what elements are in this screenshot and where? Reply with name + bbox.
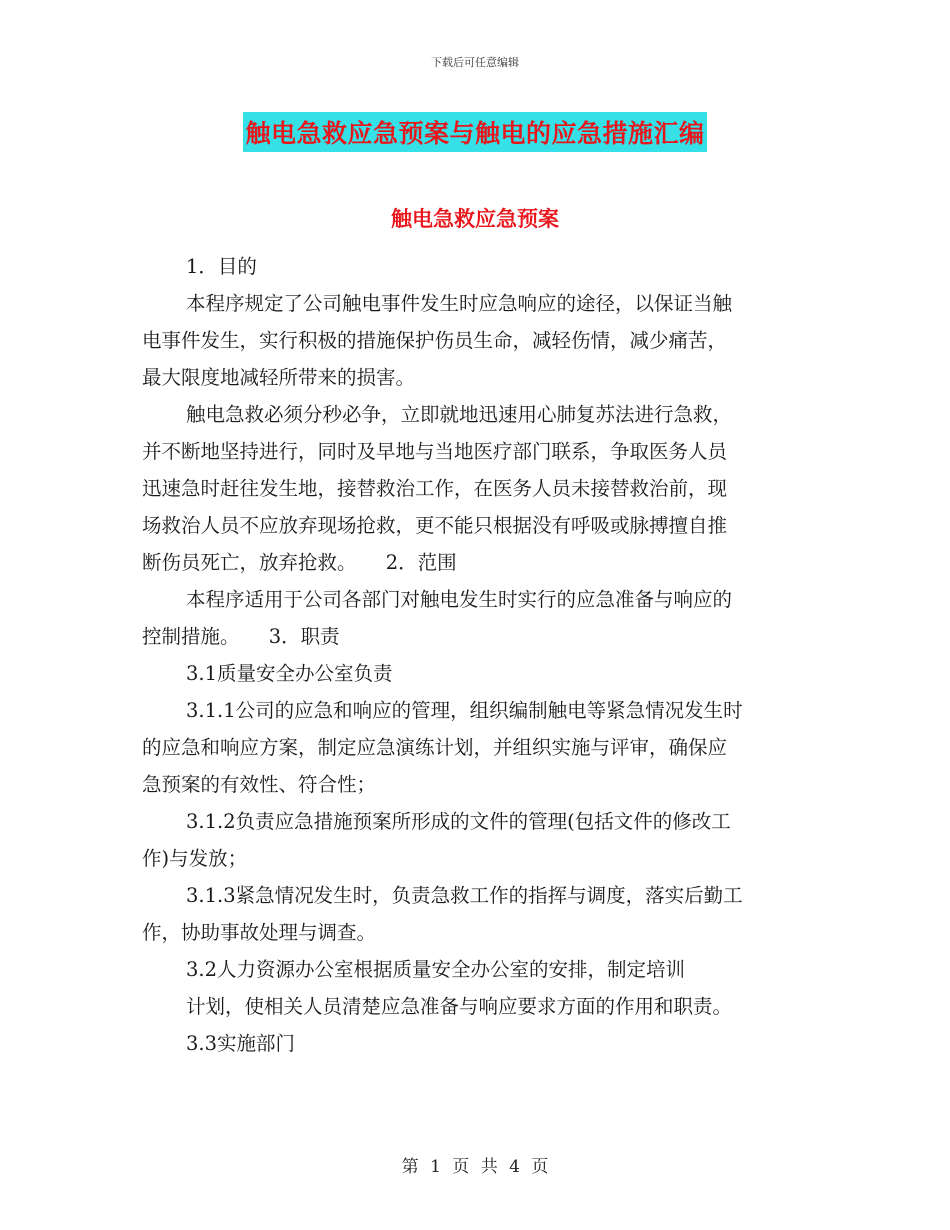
page-header: 下载后可任意编辑 bbox=[431, 56, 519, 69]
body-line: 计划，使相关人员清楚应急准备与响应要求方面的作用和职责。 bbox=[186, 995, 733, 1018]
body-line: 3.1.1公司的应急和响应的管理，组织编制触电等紧急情况发生时 bbox=[186, 699, 743, 722]
body-line: 作)与发放； bbox=[142, 847, 248, 870]
body-line: 3.1.2负责应急措施预案所形成的文件的管理(包括文件的修改工 bbox=[186, 810, 731, 833]
body-line: 的应急和响应方案，制定应急演练计划，并组织实施与评审，确保应 bbox=[142, 736, 728, 759]
body-line: 急预案的有效性、符合性； bbox=[142, 773, 377, 796]
body-line: 并不断地坚持进行，同时及早地与当地医疗部门联系，争取医务人员 bbox=[142, 440, 728, 463]
page-footer: 第 1 页 共 4 页 bbox=[401, 1157, 549, 1177]
body-line: 3.1.3紧急情况发生时，负责急救工作的指挥与调度，落实后勤工 bbox=[186, 884, 743, 907]
document-title-text: 触电急救应急预案与触电的应急措施汇编 bbox=[243, 112, 706, 152]
body-line: 控制措施。 3．职责 bbox=[142, 625, 340, 648]
body-line: 本程序适用于公司各部门对触电发生时实行的应急准备与响应的 bbox=[186, 588, 733, 611]
body-line: 1．目的 bbox=[186, 255, 257, 278]
body-line: 断伤员死亡，放弃抢救。 2．范围 bbox=[142, 551, 457, 574]
body-line: 本程序规定了公司触电事件发生时应急响应的途径，以保证当触 bbox=[186, 292, 733, 315]
body-line: 电事件发生，实行积极的措施保护伤员生命，减轻伤情，减少痛苦， bbox=[142, 329, 728, 352]
document-title bbox=[0, 112, 950, 152]
body-line: 3.3实施部门 bbox=[186, 1032, 296, 1055]
body-line: 最大限度地减轻所带来的损害。 bbox=[142, 366, 416, 389]
body-line: 场救治人员不应放弃现场抢救，更不能只根据没有呼吸或脉搏擅自推 bbox=[142, 514, 728, 537]
body-line: 作，协助事故处理与调查。 bbox=[142, 921, 377, 944]
document-body bbox=[142, 248, 814, 1062]
body-line: 迅速急时赶往发生地，接替救治工作，在医务人员未接替救治前，现 bbox=[142, 477, 728, 500]
body-line: 触电急救必须分秒必争，立即就地迅速用心肺复苏法进行急救， bbox=[186, 403, 733, 426]
section-title: 触电急救应急预案 bbox=[391, 206, 559, 231]
body-line: 3.2人力资源办公室根据质量安全办公室的安排，制定培训 bbox=[186, 958, 686, 981]
body-line: 3.1质量安全办公室负责 bbox=[186, 662, 393, 685]
